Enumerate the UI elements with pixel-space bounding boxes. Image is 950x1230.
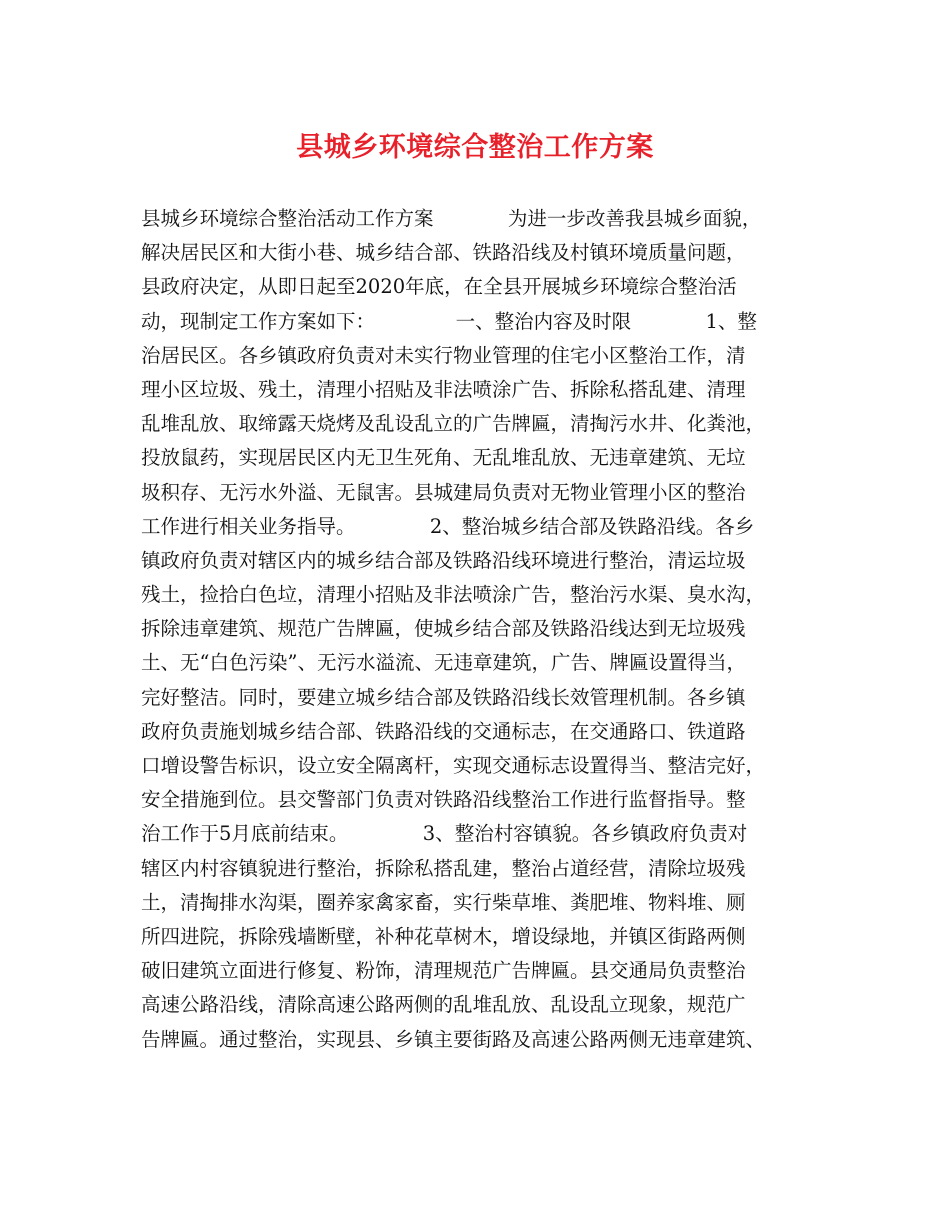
body-line: 政府负责施划城乡结合部、铁路沿线的交通标志，在交通路口、铁道路	[141, 719, 746, 743]
body-line: 理小区垃圾、残土，清理小招贴及非法喷涂广告、拆除私搭乱建、清理	[141, 377, 746, 401]
body-line: 工作进行相关业务指导。 2、整治城乡结合部及铁路沿线。各乡	[141, 514, 755, 538]
body-line: 投放鼠药，实现居民区内无卫生死角、无乱堆乱放、无违章建筑、无垃	[141, 446, 746, 470]
body-line: 圾积存、无污水外溢、无鼠害。县城建局负责对无物业管理小区的整治	[141, 480, 746, 504]
body-line: 安全措施到位。县交警部门负责对铁路沿线整治工作进行监督指导。整	[141, 788, 746, 812]
body-line: 口增设警告标识，设立安全隔离杆，实现交通标志设置得当、整洁完好，	[141, 754, 766, 777]
body-line: 破旧建筑立面进行修复、粉饰，清理规范广告牌匾。县交通局负责整治	[141, 959, 746, 983]
body-line: 告牌匾。通过整治，实现县、乡镇主要街路及高速公路两侧无违章建筑、	[141, 1027, 766, 1051]
document-title: 县城乡环境综合整治工作方案	[296, 132, 654, 163]
body-line: 完好整洁。同时，要建立城乡结合部及铁路沿线长效管理机制。各乡镇	[141, 685, 746, 709]
body-line: 土，清掏排水沟渠，圈养家禽家畜，实行柴草堆、粪肥堆、物料堆、厕	[141, 890, 746, 914]
body-line: 县城乡环境综合整治活动工作方案 为进一步改善我县城乡面貌，	[141, 207, 762, 230]
body-line: 土、无“白色污染”、无污水溢流、无违章建筑，广告、牌匾设置得当，	[141, 651, 746, 675]
body-line: 治居民区。各乡镇政府负责对未实行物业管理的住宅小区整治工作，清	[141, 343, 746, 367]
body-line: 残土，捡拾白色垃，清理小招贴及非法喷涂广告，整治污水渠、臭水沟，	[141, 583, 766, 607]
body-line: 动，现制定工作方案如下： 一、整治内容及时限 1、整	[141, 309, 757, 333]
body-line: 治工作于5月底前结束。 3、整治村容镇貌。各乡镇政府负责对	[141, 822, 748, 846]
document-body	[141, 202, 821, 1057]
body-line: 乱堆乱放、取缔露天烧烤及乱设乱立的广告牌匾，清掏污水井、化粪池，	[141, 412, 766, 436]
body-line: 高速公路沿线，清除高速公路两侧的乱堆乱放、乱设乱立现象，规范广	[141, 993, 746, 1017]
body-line: 县政府决定，从即日起至2020年底，在全县开展城乡环境综合整治活	[141, 275, 737, 299]
body-line: 辖区内村容镇貌进行整治，拆除私搭乱建，整治占道经营，清除垃圾残	[141, 856, 746, 880]
body-line: 拆除违章建筑、规范广告牌匾，使城乡结合部及铁路沿线达到无垃圾残	[141, 617, 746, 641]
body-line: 镇政府负责对辖区内的城乡结合部及铁路沿线环境进行整治，清运垃圾	[141, 548, 746, 572]
body-line: 解决居民区和大街小巷、城乡结合部、铁路沿线及村镇环境质量问题，	[141, 241, 746, 265]
body-line: 所四进院，拆除残墙断壁，补种花草树木，增设绿地，并镇区街路两侧	[141, 924, 746, 948]
